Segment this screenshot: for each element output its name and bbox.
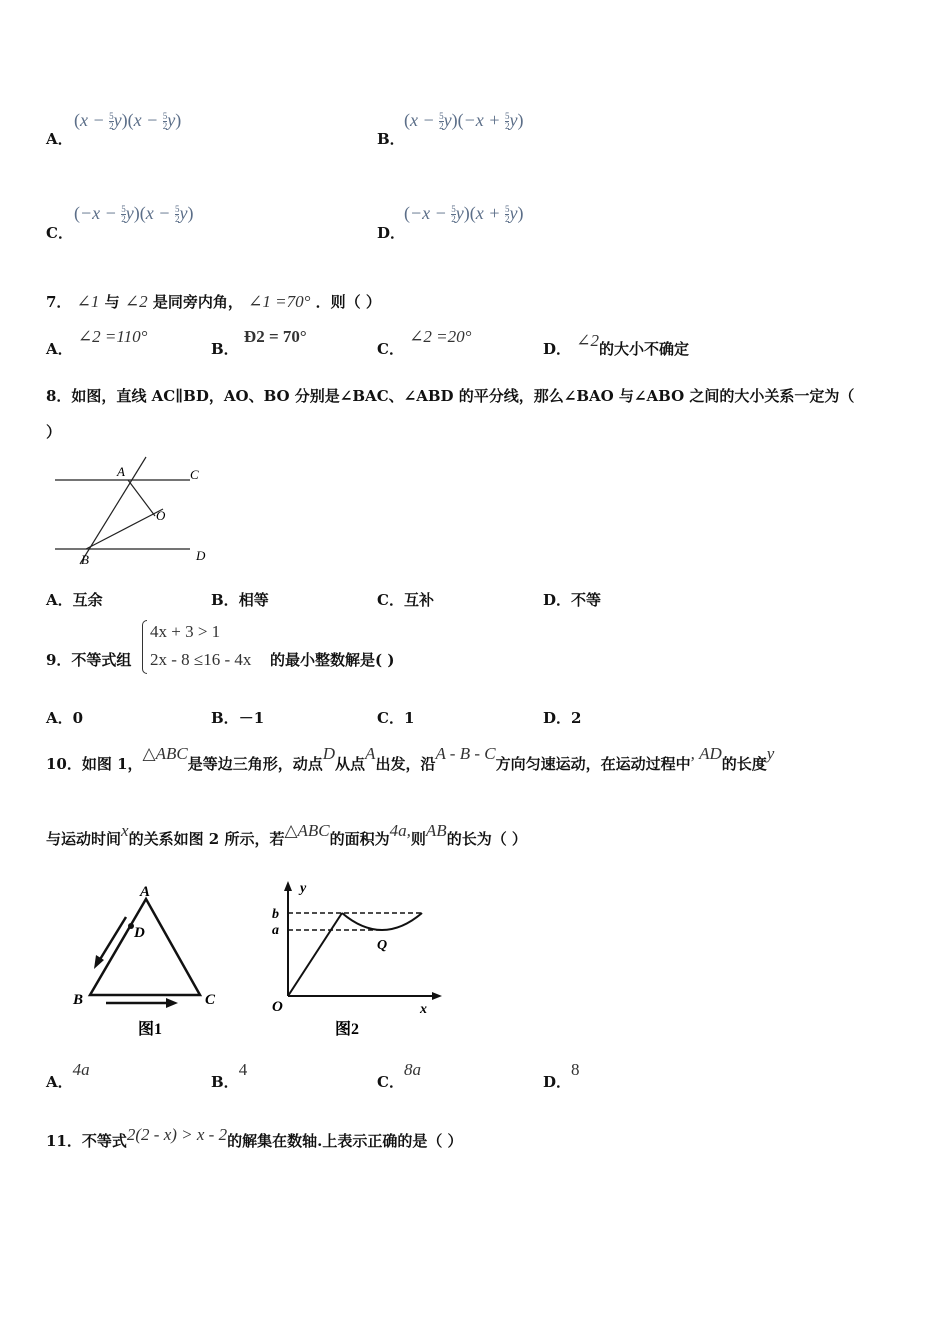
q6-option-c-label: C． [46, 224, 73, 242]
q10-figure-2 [262, 877, 447, 1042]
q8-option-c: C．互补 [377, 591, 434, 609]
q8-option-a: A．互余 [46, 591, 103, 609]
q9-option-b: B．－1 [211, 709, 265, 727]
q7-stem: 7． ∠1 与 ∠2 是同旁内角， ∠1 =70° ．则（ ） [46, 292, 381, 311]
fig1-label-b: B [73, 992, 84, 1008]
fig2-label-x: x [420, 1002, 427, 1017]
q9-number: 9．不等式组 [46, 651, 132, 669]
fig2-label-y: y [300, 881, 307, 896]
q7-option-a: A． ∠2 =110° [46, 327, 148, 358]
line-ab [80, 457, 146, 564]
q6-option-d-label: D． [377, 224, 406, 242]
point-d-label: D [196, 548, 206, 563]
q11-stem: 11．不等式2(2 - x) > x - 2的解集在数轴.上表示正确的是（ ） [46, 1125, 463, 1150]
x-axis-arrow [432, 992, 442, 1000]
q6-option-d-expression: (−x − $\frac{5}{2}$ y)(x + $\frac{5}{2}$ y) [404, 203, 524, 225]
fig2-label-o: O [272, 999, 283, 1015]
q8-stem-line1: 8．如图，直线 AC∥BD，AO、BO 分别是∠BAC、∠ABD 的平分线，那么∠BAO 与∠ABO 之间的大小关系一定为（ [46, 387, 855, 405]
fig2-label-a: a [272, 923, 279, 938]
q6-option-b-expression: (x − $\frac{5}{2}$ y)(−x + $\frac{5}{2}$ y) [404, 110, 524, 132]
q10-stem-line1: 10．如图 1，△ABC是等边三角形，动点D从点A出发，沿A - B - C方向匀速运动，在运动过程中, AD的长度y [46, 744, 775, 773]
y-axis-arrow [284, 881, 292, 891]
fig2-caption: 图2 [335, 1021, 360, 1038]
point-a-label: A [117, 464, 125, 479]
q7-option-b: B． Ð2 = 70° [211, 327, 307, 358]
fig1-label-a: A [140, 884, 151, 900]
q6-option-b-label: B． [377, 130, 405, 148]
point-b-label: B [81, 552, 89, 567]
q10-figure-1 [68, 877, 228, 1042]
q10-option-a: A．4a [46, 1060, 90, 1091]
q7-option-d: D． ∠2的大小不确定 [543, 331, 690, 358]
q6-option-a-expression: (x − $\frac{5}{2}$ y)(x − $\frac{5}{2}$ y) [74, 110, 182, 132]
point-o-label: O [156, 508, 166, 523]
q6-option-a-label: A． [46, 130, 73, 148]
q8-figure [50, 452, 220, 570]
line-bo [86, 509, 163, 549]
q8-option-b: B．相等 [211, 591, 269, 609]
fig2-label-q: Q [377, 938, 388, 953]
q10-option-c: C．8a [377, 1060, 421, 1091]
q8-stem-line2: ） [46, 423, 62, 441]
line-ao [128, 480, 155, 516]
q10-option-b: B．4 [211, 1060, 248, 1091]
q9-brace [142, 620, 147, 674]
q8-option-d: D．不等 [543, 591, 602, 609]
q9-option-a: A．0 [46, 709, 84, 727]
q6-option-c-expression: (−x − $\frac{5}{2}$ y)(x − $\frac{5}{2}$ y) [74, 203, 194, 225]
fig1-label-c: C [205, 992, 216, 1008]
fig2-label-b: b [272, 907, 279, 922]
fig1-label-d: D [134, 925, 145, 941]
q9-stem-tail: 的最小整数解是( ) [270, 651, 395, 669]
q9-inequality-2: 2x - 8 ≤16 - 4x [150, 650, 252, 669]
q9-inequality-1: 4x + 3 > 1 [150, 622, 221, 641]
arrow-head-bc [166, 998, 178, 1008]
q9-option-c: C．1 [377, 709, 415, 727]
q10-option-d: D．8 [543, 1060, 580, 1091]
fig1-caption: 图1 [138, 1021, 163, 1038]
point-c-label: C [190, 467, 199, 482]
curve-dip [342, 913, 422, 930]
curve-rise [288, 913, 342, 996]
q7-option-c: C． ∠2 =20° [377, 327, 472, 358]
q10-stem-line2: 与运动时间x的关系如图 2 所示，若△ABC的面积为4a,则AB的长为（ ） [46, 821, 527, 848]
q9-option-d: D．2 [543, 709, 582, 727]
